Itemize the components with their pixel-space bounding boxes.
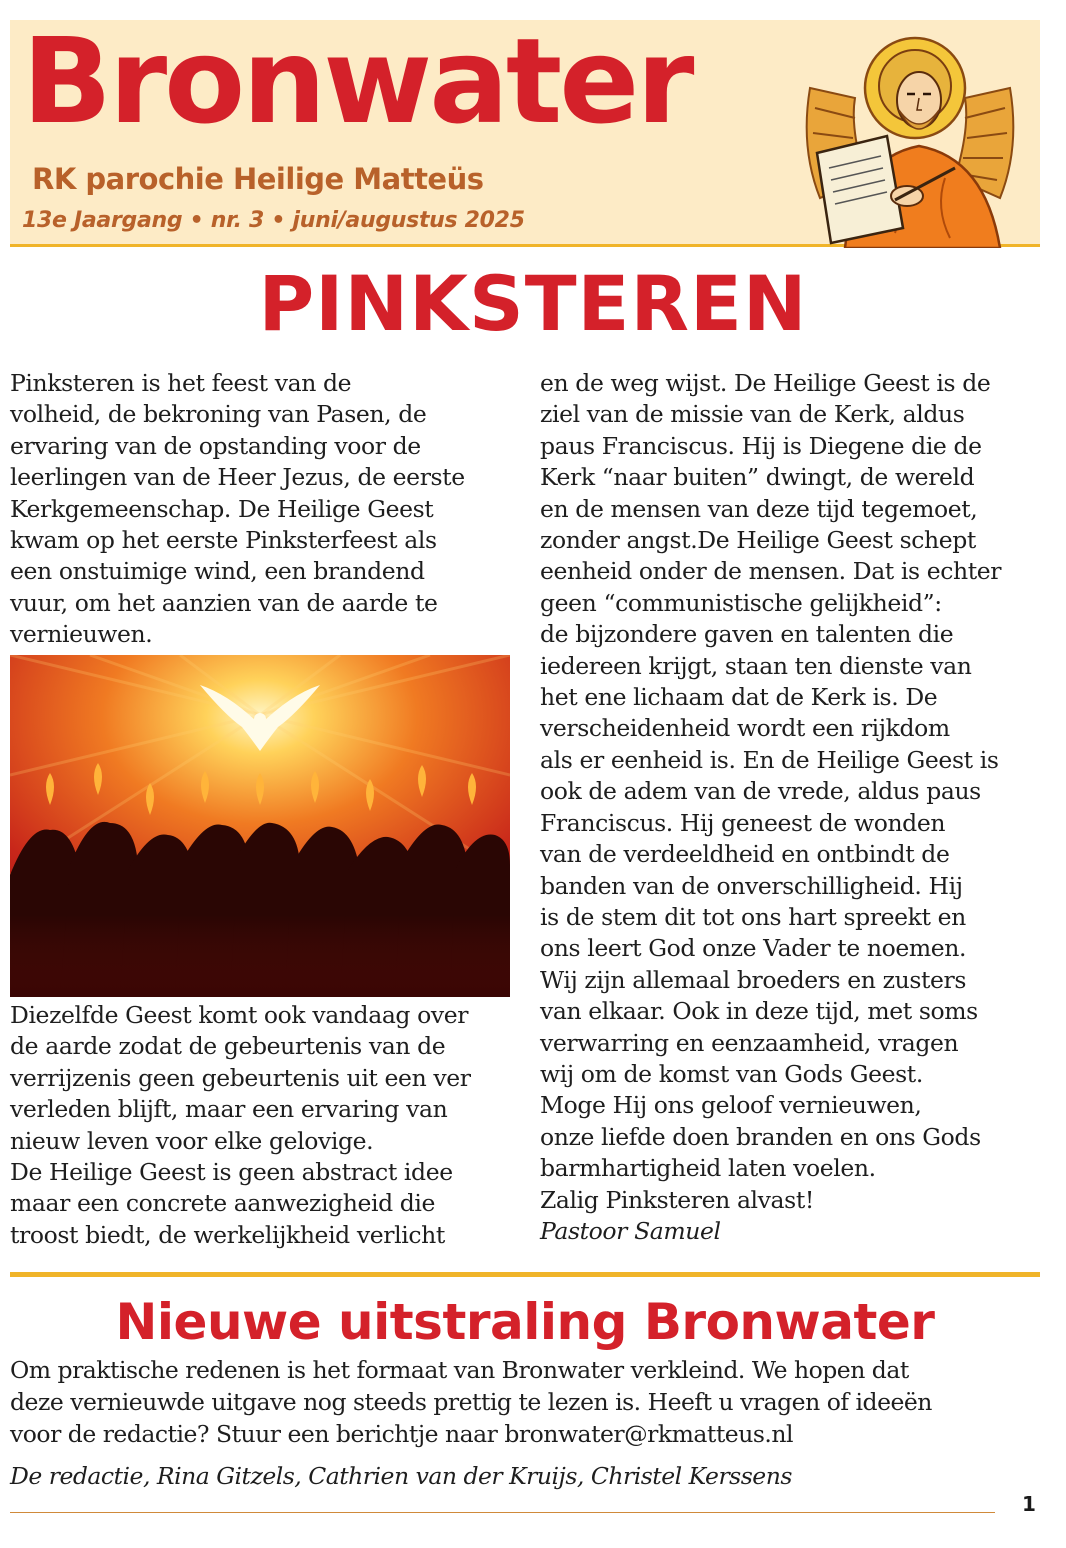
masthead-title: Bronwater [22, 12, 692, 150]
section-divider [10, 1272, 1040, 1277]
section2-title: Nieuwe uitstraling Bronwater [115, 1293, 935, 1351]
saint-matthew-icon [795, 28, 1025, 248]
article-paragraph-2: Diezelfde Geest komt ook vandaag over de aarde zodat de gebeurtenis van de verrijzenis geen gebeurtenis uit een ver verleden blijft, maar een ervaring van nieuw leven voor elke gelovige. De Heilige Geest is geen abstract idee maar een concrete aanwezigheid die troost biedt, de werkelijkheid verlicht [10, 1001, 471, 1249]
article-left-column-bottom [10, 1000, 515, 1251]
article-intro-paragraph: Pinksteren is het feest van de volheid, de bekroning van Pasen, de ervaring van de opstanding voor de leerlingen van de Heer Jezus, de eerste Kerkgemeenschap. De Heilige Geest kwam op het eerste Pinksterfeest als een onstuimige wind, een brandend vuur, om het aanzien van de aarde te vernieuwen. [10, 369, 465, 649]
article-headline: PINKSTEREN [258, 259, 808, 348]
footer-rule [10, 1512, 995, 1513]
issue-line: 13e Jaargang • nr. 3 • juni/augustus 2025 [22, 208, 525, 233]
article-paragraph-3: en de weg wijst. De Heilige Geest is de ziel van de missie van de Kerk, aldus paus Franciscus. Hij is Diegene die de Kerk “naar buiten” dwingt, de wereld en de mensen van deze tijd tegemoet, zonder angst.De Heilige Geest schept eenheid onder de mensen. Dat is echter geen “communistische gelijkheid”: de bijzondere gaven en talenten die iedereen krijgt, staan ten dienste van het ene lichaam dat de Kerk is. De verscheidenheid wordt een rijkdom als er eenheid is. En de Heilige Geest is ook de adem van de vrede, aldus paus Franciscus. Hij geneest de wonden van de verdeeldheid en ontbindt de banden van de onverschilligheid. Hij is de stem dit tot ons hart spreekt en ons leert God onze Vader te noemen. Wij zijn allemaal broeders en zusters van elkaar. Ook in deze tijd, met soms verwarring en eenzaamheid, vragen wij om de komst van Gods Geest. Moge Hij ons geloof vernieuwen, onze liefde doen branden en ons Gods barmhartigheid laten voelen. Zalig Pinksteren alvast! [540, 369, 1002, 1214]
page-number: 1 [1022, 1492, 1036, 1516]
section2-credit: De redactie, Rina Gitzels, Cathrien van der Kruijs, Christel Kerssens [10, 1462, 792, 1490]
masthead [10, 12, 1040, 247]
pentecost-illustration [10, 655, 510, 997]
article-signature: Pastoor Samuel [540, 1216, 721, 1245]
article-right-column [540, 368, 1045, 1247]
section2-body: Om praktische redenen is het formaat van Bronwater verkleind. We hopen dat deze vernieuwde uitgave nog steeds prettig te lezen is. Heeft u vragen of ideeën voor de redactie? Stuur een berichtje naar bronwater@rkmatteus.nl [10, 1356, 932, 1448]
masthead-subtitle: RK parochie Heilige Matteüs [32, 162, 484, 196]
article-left-column-top [10, 368, 515, 651]
